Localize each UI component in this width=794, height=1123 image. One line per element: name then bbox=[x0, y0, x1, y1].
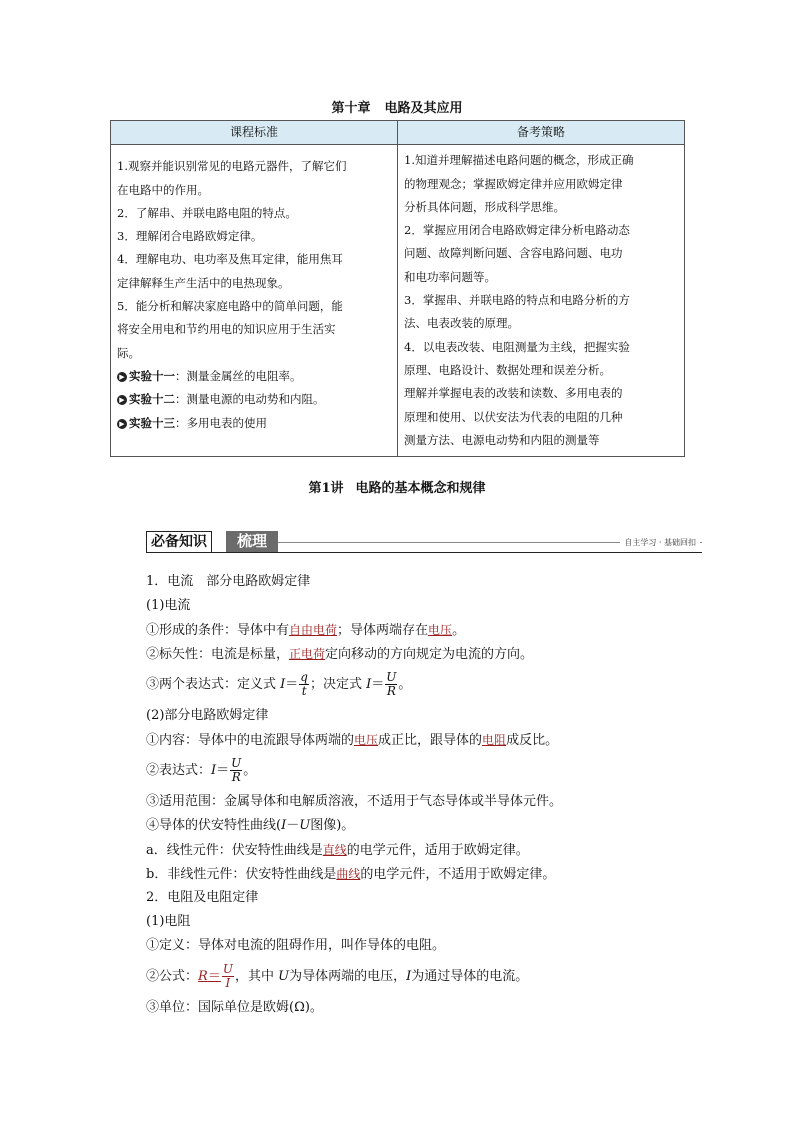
numerator: U bbox=[222, 962, 233, 976]
experiment-text: ：多用电表的使用 bbox=[175, 415, 267, 430]
math-eq: ＝ bbox=[207, 969, 221, 984]
fraction bbox=[222, 963, 234, 990]
text: ；导体两端存在 bbox=[337, 623, 429, 638]
text: 为导体两端的电压， bbox=[289, 969, 407, 984]
text: ，其中 bbox=[234, 969, 279, 984]
strategy-line: 4．以电表改装、电阻测量为主线，把握实验 bbox=[404, 339, 630, 354]
text-line bbox=[146, 618, 706, 642]
strategy-line: 和电功率问题等。 bbox=[404, 269, 496, 284]
denominator: t bbox=[301, 684, 307, 698]
experiment-text: ：测量电源的电动势和内阻。 bbox=[175, 392, 325, 407]
strategy-line: 法、电表改装的原理。 bbox=[404, 316, 519, 331]
formula-line bbox=[146, 666, 706, 704]
math-var: U bbox=[299, 818, 311, 833]
curriculum-table bbox=[110, 120, 685, 457]
text: 定向移动的方向规定为电流的方向。 bbox=[325, 647, 534, 662]
standard-line: 5．能分析和解决家庭电路中的简单问题，能 bbox=[117, 299, 343, 314]
formula-line bbox=[146, 752, 706, 790]
text: b．非线性元件：伏安特性曲线是 bbox=[146, 867, 337, 882]
lesson-name: 电路的基本概念和规律 bbox=[355, 481, 486, 496]
exam-strategy-cell bbox=[398, 145, 685, 457]
fraction bbox=[385, 671, 397, 698]
fill-answer: 曲线 bbox=[336, 867, 361, 881]
experiment-bullet-icon: ▶ bbox=[117, 419, 127, 429]
fill-answer: 直线 bbox=[322, 843, 347, 857]
lesson-number: 第1讲 bbox=[308, 481, 344, 496]
strategy-line: 原理和使用、以伏安法为代表的电阻的几种 bbox=[404, 409, 623, 424]
standard-line: 在电路中的作用。 bbox=[117, 182, 209, 197]
text-line bbox=[146, 728, 706, 752]
chapter-number: 第十章 bbox=[331, 101, 371, 116]
strategy-line: 分析具体问题，形成科学思维。 bbox=[404, 199, 565, 214]
strategy-line: 测量方法、电源电动势和内阻的测量等 bbox=[404, 432, 600, 447]
fill-answer: 电阻 bbox=[482, 733, 507, 747]
text: ；决定式 bbox=[309, 677, 367, 692]
chapter-title bbox=[0, 97, 794, 116]
math-eq: ＝ bbox=[216, 763, 230, 778]
banner-underline bbox=[146, 552, 702, 553]
text: ②标矢性：电流是标量， bbox=[146, 647, 290, 662]
text: ②表达式： bbox=[146, 763, 212, 778]
text: 的电学元件，适用于欧姆定律。 bbox=[346, 843, 529, 858]
text: 。 bbox=[452, 623, 466, 638]
strategy-line: 3．掌握串、并联电路的特点和电路分析的方 bbox=[404, 293, 630, 308]
text: 的电学元件，不适用于欧姆定律。 bbox=[360, 867, 556, 882]
math-var: I bbox=[281, 818, 287, 833]
text-line bbox=[146, 838, 706, 862]
standard-line: 3．理解闭合电路欧姆定律。 bbox=[117, 229, 263, 244]
text: a．线性元件：伏安特性曲线是 bbox=[146, 843, 323, 858]
fill-answer: 正电荷 bbox=[289, 647, 326, 661]
strategy-line: 理解并掌握电表的改装和读数、多用电表的 bbox=[404, 386, 623, 401]
math-var: U bbox=[278, 969, 290, 984]
numerator: q bbox=[300, 670, 308, 684]
text: 图像)。 bbox=[310, 818, 355, 833]
standard-line: 将安全用电和节约用电的知识应用于生活实 bbox=[117, 322, 336, 337]
header-curriculum-standard: 课程标准 bbox=[111, 121, 398, 145]
banner-label-left: 必备知识 bbox=[146, 531, 212, 553]
math-var: I bbox=[406, 969, 412, 984]
text: ①内容：导体中的电流跟导体两端的 bbox=[146, 733, 355, 748]
experiment-label: 实验十二 bbox=[129, 392, 175, 407]
experiment-text: ：测量金属丝的电阻率。 bbox=[175, 368, 302, 383]
math-var: R bbox=[198, 969, 208, 984]
fraction bbox=[230, 757, 242, 784]
standard-line: 定律解释生产生活中的电热现象。 bbox=[117, 275, 290, 290]
numerator: U bbox=[386, 670, 397, 684]
banner-label-right: 梳理 bbox=[226, 531, 278, 552]
fill-answer: 电压 bbox=[428, 623, 453, 637]
experiment-item bbox=[117, 412, 391, 435]
text: 成反比。 bbox=[506, 733, 559, 748]
text-line bbox=[146, 814, 706, 838]
text: － bbox=[286, 818, 300, 833]
math-var: I bbox=[211, 763, 217, 778]
math-var: I bbox=[280, 677, 286, 692]
text: 为通过导体的电流。 bbox=[411, 969, 529, 984]
strategy-line: 问题、故障判断问题、含容电路问题、电功 bbox=[404, 246, 623, 261]
math-var: I bbox=[366, 677, 372, 692]
text: 。 bbox=[243, 763, 257, 778]
banner-tag: 自主学习 · 基础回扣 bbox=[620, 537, 700, 548]
text-line: ①定义：导体对电流的阻碍作用，叫作导体的电阻。 bbox=[146, 938, 446, 953]
denominator: R bbox=[386, 684, 396, 698]
lesson-title bbox=[0, 477, 794, 496]
fill-answer: 电压 bbox=[354, 733, 379, 747]
experiment-item bbox=[117, 365, 391, 388]
strategy-line: 2．掌握应用闭合电路欧姆定律分析电路动态 bbox=[404, 223, 630, 238]
text: 成正比，跟导体的 bbox=[378, 733, 483, 748]
text-line bbox=[146, 642, 706, 666]
experiment-bullet-icon: ▶ bbox=[117, 395, 127, 405]
experiment-bullet-icon: ▶ bbox=[117, 372, 127, 382]
section-heading: 1．电流 部分电路欧姆定律 bbox=[146, 574, 311, 589]
fraction bbox=[299, 671, 309, 698]
header-exam-strategy: 备考策略 bbox=[398, 121, 685, 145]
denominator: R bbox=[231, 770, 241, 784]
chapter-name: 电路及其应用 bbox=[384, 101, 463, 116]
strategy-line: 1.知道并理解描述电路问题的概念，形成正确 bbox=[404, 153, 634, 168]
experiment-label: 实验十一 bbox=[129, 368, 175, 383]
standard-line: 1.观察并能识别常见的电路元器件，了解它们 bbox=[117, 159, 347, 174]
section-banner bbox=[146, 529, 702, 553]
standard-line: 2．了解串、并联电路电阻的特点。 bbox=[117, 205, 297, 220]
knowledge-content bbox=[146, 570, 706, 1020]
text: ④导体的伏安特性曲线( bbox=[146, 818, 282, 833]
standard-line: 4．理解电功、电功率及焦耳定律，能用焦耳 bbox=[117, 252, 343, 267]
fill-answer bbox=[198, 962, 235, 990]
section-heading: 2．电阻及电阻定律 bbox=[146, 890, 259, 905]
standard-line: 际。 bbox=[117, 345, 140, 360]
text: ①形成的条件：导体中有 bbox=[146, 623, 290, 638]
curriculum-standard-cell bbox=[111, 145, 398, 457]
subsection-heading: (1)电流 bbox=[146, 598, 191, 613]
strategy-line: 原理、电路设计、数据处理和误差分析。 bbox=[404, 362, 611, 377]
fill-answer: 自由电荷 bbox=[289, 623, 338, 637]
denominator: I bbox=[225, 976, 231, 990]
subsection-heading: (2)部分电路欧姆定律 bbox=[146, 708, 269, 723]
text: ③两个表达式：定义式 bbox=[146, 677, 281, 692]
text: ②公式： bbox=[146, 969, 199, 984]
math-eq: ＝ bbox=[285, 677, 299, 692]
subsection-heading: (1)电阻 bbox=[146, 914, 191, 929]
text-line: ③适用范围：金属导体和电解质溶液，不适用于气态导体或半导体元件。 bbox=[146, 794, 563, 809]
text-line: ③单位：国际单位是欧姆(Ω)。 bbox=[146, 1000, 323, 1015]
strategy-line: 的物理观念；掌握欧姆定律并应用欧姆定律 bbox=[404, 176, 623, 191]
numerator: U bbox=[231, 756, 242, 770]
experiment-item bbox=[117, 388, 391, 411]
experiment-label: 实验十三 bbox=[129, 415, 175, 430]
math-eq: ＝ bbox=[371, 677, 385, 692]
text-line bbox=[146, 862, 706, 886]
text: 。 bbox=[398, 677, 412, 692]
formula-line bbox=[146, 958, 706, 996]
